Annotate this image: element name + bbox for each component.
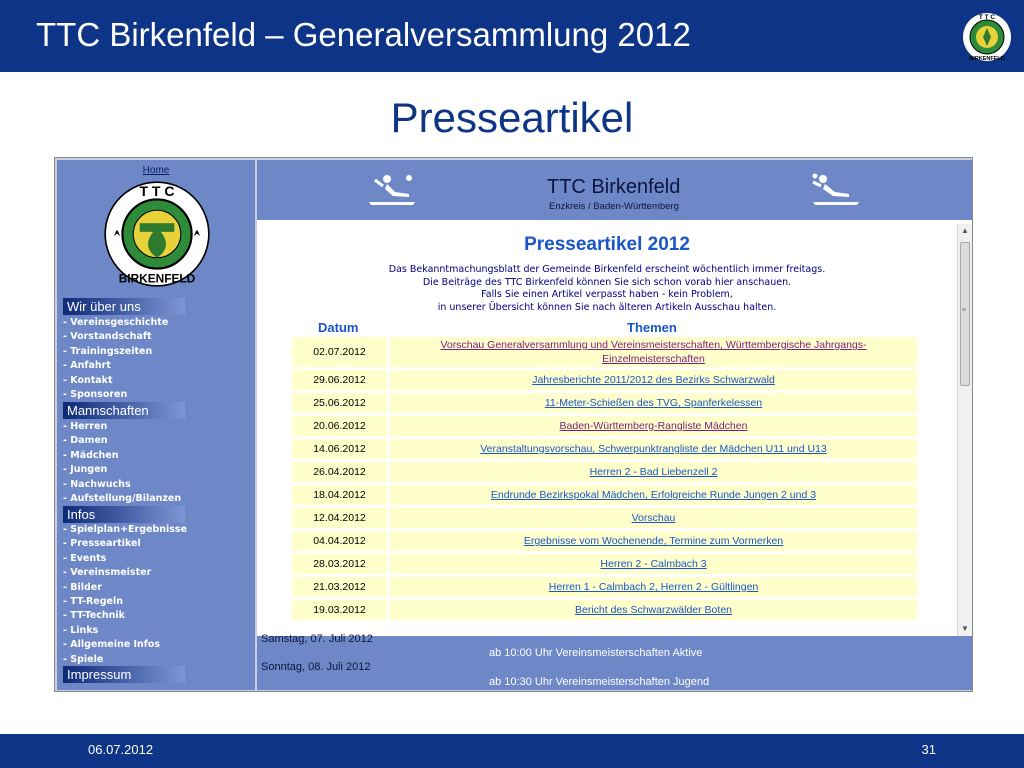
scrollbar-grip-icon: ≡ [962,307,967,314]
nav-item[interactable]: - Anfahrt [63,360,111,372]
table-row [292,416,917,436]
event-date: Sonntag, 08. Juli 2012 [261,661,371,673]
nav-item[interactable]: - Herren [63,421,108,432]
nav-item[interactable]: - Links [63,624,99,636]
footer-date: 06.07.2012 [88,742,154,757]
row-date: 25.06.2012 [292,393,387,413]
nav-item[interactable]: - Events [63,552,107,564]
intro-line: in unserer Übersicht können Sie nach älteren Artikeln Ausschau halten. [437,301,777,313]
intro-line: Falls Sie einen Artikel verpasst haben - kein Problem, [481,289,733,300]
page-heading: Presseartikel 2012 [524,234,690,255]
nav-section-impressum[interactable]: Impressum [63,666,185,683]
row-topic-link[interactable]: Herren 2 - Calmbach 3 [390,554,917,574]
table-row [292,485,917,505]
column-header-date: Datum [318,320,359,335]
row-date: 19.03.2012 [292,600,387,620]
events-bar [257,633,972,690]
table-row [292,508,917,528]
nav-item[interactable]: - Kontakt [63,374,113,386]
table-row [292,370,917,390]
footer-page-number: 31 [921,742,936,757]
nav-item[interactable]: - Vereinsmeister [63,567,152,579]
banner-subtitle: Enzkreis / Baden-Württemberg [549,201,679,212]
row-topic-link[interactable]: Bericht des Schwarzwälder Boten [390,600,917,620]
nav-item[interactable]: - Spielplan+Ergebnisse [63,524,188,535]
row-date: 14.06.2012 [292,439,387,459]
row-topic-link[interactable]: 11-Meter-Schießen des TVG, Spanferkelessen [390,393,917,413]
row-date: 04.04.2012 [292,531,387,551]
nav-section-mannschaften[interactable]: Mannschaften [63,402,185,419]
table-row [292,600,917,620]
table-tennis-player-icon [365,172,419,208]
row-topic-link[interactable]: Herren 2 - Bad Liebenzell 2 [390,462,917,482]
nav-item[interactable]: - Jungen [63,464,108,476]
articles-scroll-area[interactable] [257,224,972,636]
table-row [292,531,917,551]
nav-item[interactable]: - Nachwuchs [63,478,131,490]
website-screenshot [54,157,973,692]
sidebar-nav [57,160,255,690]
logo-corner-top-text: T T C [978,14,996,21]
nav-item[interactable]: - TT-Technik [63,610,125,622]
row-topic-link[interactable]: Vorschau Generalversammlung und Vereinsmeisterschaften, Württembergische Jahrgangs-Einzelmeisterschaften [390,337,917,367]
row-date: 02.07.2012 [292,337,387,367]
slide-footer [0,734,1024,768]
banner-title: TTC Birkenfeld [547,176,681,198]
table-row [292,439,917,459]
table-tennis-player-icon [809,172,863,208]
nav-item[interactable]: - Sponsoren [63,388,128,400]
table-row [292,554,917,574]
nav-home-link[interactable]: Home [142,165,170,176]
intro-line: Das Bekanntmachungsblatt der Gemeinde Birkenfeld erscheint wöchentlich immer freitags. [388,264,826,275]
row-topic-link[interactable]: Veranstaltungsvorschau, Schwerpunktrangliste der Mädchen U11 und U13 [390,439,917,459]
row-date: 26.04.2012 [292,462,387,482]
table-row [292,337,917,367]
column-header-topic: Themen [627,320,677,335]
nav-item[interactable]: - Vereinsgeschichte [63,317,169,328]
logo-corner-bottom-text: BIRKENFELD [969,56,1005,62]
table-row [292,393,917,413]
articles-table [292,337,917,623]
row-topic-link[interactable]: Baden-Württemberg-Rangliste Mädchen [390,416,917,436]
nav-section-infos[interactable]: Infos [63,506,185,523]
slide-title: TTC Birkenfeld – Generalversammlung 2012 [36,16,691,53]
nav-item[interactable]: - Aufstellung/Bilanzen [63,492,182,504]
nav-item[interactable]: - TT-Regeln [63,595,123,607]
row-topic-link[interactable]: Herren 1 - Calmbach 2, Herren 2 - Gültlingen [390,577,917,597]
nav-section-wir-ueber-uns[interactable]: Wir über uns [63,298,185,315]
nav-item[interactable]: - Presseartikel [63,538,141,550]
row-topic-link[interactable]: Jahresberichte 2011/2012 des Bezirks Schwarzwald [390,370,917,390]
nav-item[interactable]: - Mädchen [63,449,119,461]
row-date: 12.04.2012 [292,508,387,528]
row-topic-link[interactable]: Endrunde Bezirkspokal Mädchen, Erfolgreiche Runde Jungen 2 und 3 [390,485,917,505]
row-date: 21.03.2012 [292,577,387,597]
nav-item[interactable]: - Spiele [63,653,104,665]
event-text: ab 10:30 Uhr Vereinsmeisterschaften Jugend [489,676,710,688]
nav-list-wir-ueber-uns [63,316,253,402]
section-title: Presseartikel [390,94,634,141]
club-logo-icon [962,12,1012,62]
intro-text [257,264,957,314]
nav-item[interactable]: - Damen [63,435,108,447]
nav-item[interactable]: - Vorstandschaft [63,331,152,343]
table-row [292,462,917,482]
row-date: 18.04.2012 [292,485,387,505]
content-area [257,160,972,690]
scroll-up-arrow-icon[interactable]: ▲ [961,226,969,235]
nav-item[interactable]: - Allgemeine Infos [63,639,161,651]
slide-header [0,0,1024,72]
intro-line: Die Beiträge des TTC Birkenfeld können Sie sich schon vorab hier anschauen. [422,276,792,288]
club-logo-icon [103,180,211,288]
site-banner [257,160,972,222]
event-text: ab 10:00 Uhr Vereinsmeisterschaften Aktive [489,647,703,659]
event-date: Samstag, 07. Juli 2012 [261,633,373,645]
nav-list-infos [63,523,253,667]
row-date: 20.06.2012 [292,416,387,436]
scroll-down-arrow-icon[interactable]: ▼ [961,624,969,633]
nav-list-mannschaften [63,420,253,506]
row-topic-link[interactable]: Ergebnisse vom Wochenende, Termine zum Vormerken [390,531,917,551]
row-date: 28.03.2012 [292,554,387,574]
scrollbar-thumb[interactable] [960,242,970,386]
row-topic-link[interactable]: Vorschau [390,508,917,528]
nav-item[interactable]: - Trainingszeiten [63,345,153,357]
vertical-scrollbar[interactable] [957,224,972,636]
row-date: 29.06.2012 [292,370,387,390]
nav-logo-bottom-text: BIRKENFELD [118,271,196,286]
nav-item[interactable]: - Bilder [63,581,102,593]
nav-logo-top-text: T T C [139,183,175,200]
table-row [292,577,917,597]
